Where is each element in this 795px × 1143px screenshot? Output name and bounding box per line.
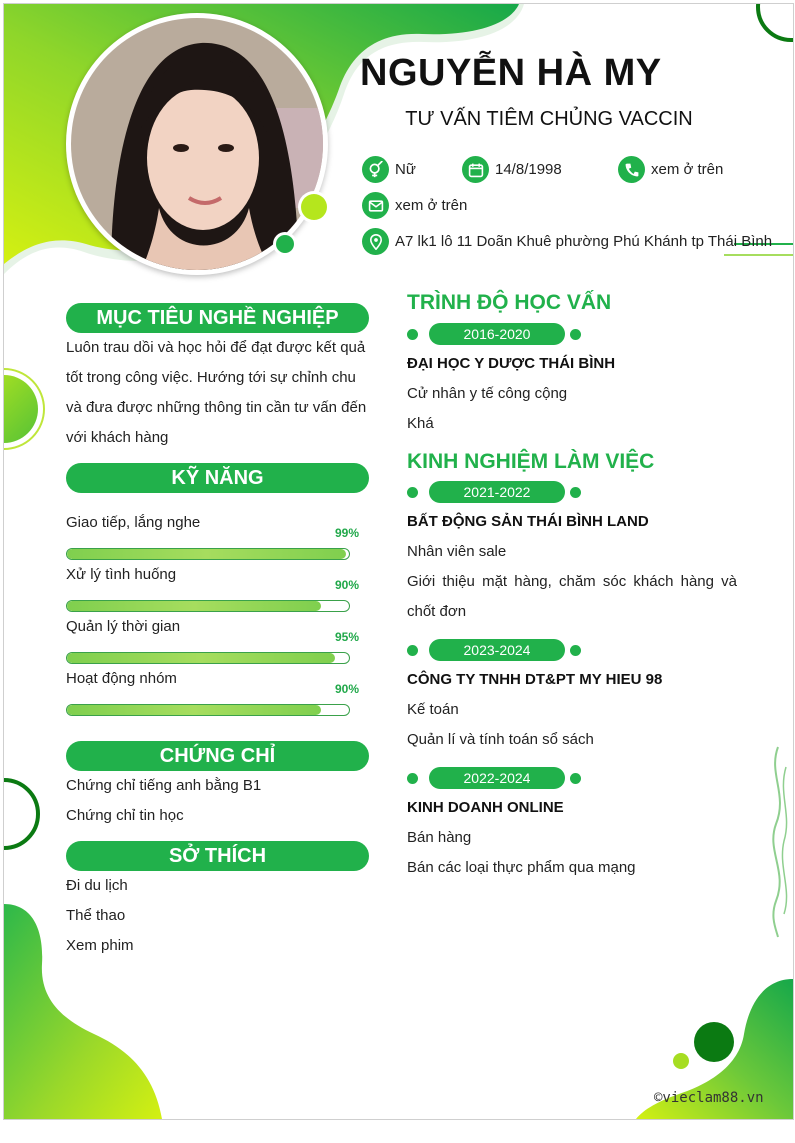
experience-period: 2022-2024 bbox=[429, 767, 565, 789]
location-icon bbox=[362, 228, 389, 255]
education-details bbox=[407, 379, 737, 439]
objective-heading: MỤC TIÊU NGHỀ NGHIỆP bbox=[66, 303, 369, 333]
address-value: A7 lk1 lô 11 Doãn Khuê phường Phú Khánh tp Thái Bình bbox=[395, 233, 773, 250]
objective-line: với khách hàng bbox=[66, 429, 169, 446]
job-title: TƯ VẤN TIÊM CHỦNG VACCIN bbox=[405, 108, 693, 130]
experience-period: 2023-2024 bbox=[429, 639, 565, 661]
school-name: ĐẠI HỌC Y DƯỢC THÁI BÌNH bbox=[407, 355, 616, 372]
experience-description: Giới thiệu mặt hàng, chăm sóc khách hàng và bbox=[407, 573, 737, 590]
experience-period-row bbox=[407, 481, 577, 503]
education-period: 2016-2020 bbox=[429, 323, 565, 345]
objective-text bbox=[66, 333, 371, 453]
education-heading: TRÌNH ĐỘ HỌC VẤN bbox=[407, 291, 612, 314]
skill-bar-fill bbox=[67, 549, 346, 559]
timeline-dot bbox=[570, 329, 581, 340]
skills-heading: KỸ NĂNG bbox=[66, 463, 369, 493]
skill-label: Giao tiếp, lắng nghe bbox=[66, 514, 201, 531]
timeline-dot bbox=[407, 645, 418, 656]
skill-percent: 90% bbox=[335, 682, 360, 696]
company-name: BẤT ĐỘNG SẢN THÁI BÌNH LAND bbox=[407, 513, 649, 530]
top-right-ring-decoration bbox=[749, 4, 793, 49]
birthdate-value: 14/8/1998 bbox=[495, 161, 562, 178]
skill-bar bbox=[66, 704, 350, 716]
cv-page bbox=[3, 3, 794, 1120]
timeline-dot bbox=[570, 645, 581, 656]
skill-label: Hoạt động nhóm bbox=[66, 670, 177, 687]
skill-percent: 95% bbox=[335, 630, 360, 644]
certificates-heading: CHỨNG CHỈ bbox=[66, 741, 369, 771]
skill-percent: 99% bbox=[335, 526, 360, 540]
experience-details bbox=[407, 537, 737, 627]
objective-line: và đưa được những thông tin cần tư vấn đến bbox=[66, 399, 367, 416]
gender-value: Nữ bbox=[395, 161, 416, 178]
objective-line: Luôn trau dồi và học hỏi để đạt được kết quả bbox=[66, 339, 366, 356]
education-period-row bbox=[407, 323, 577, 345]
phone-icon bbox=[618, 156, 645, 183]
certificates-list bbox=[66, 771, 371, 831]
email-value: xem ở trên bbox=[395, 197, 468, 214]
watermark: ©vieclam88.vn bbox=[654, 1090, 764, 1106]
experience-description: Bán các loại thực phẩm qua mạng bbox=[407, 859, 636, 876]
phone-value: xem ở trên bbox=[651, 161, 724, 178]
hobbies-heading: SỞ THÍCH bbox=[66, 841, 369, 871]
experience-description: chốt đơn bbox=[407, 603, 467, 620]
photo-small-dot-decoration bbox=[272, 231, 298, 257]
experience-period-row bbox=[407, 639, 577, 661]
experience-role: Nhân viên sale bbox=[407, 543, 507, 560]
calendar-icon bbox=[462, 156, 489, 183]
certificate-item: Chứng chỉ tin học bbox=[66, 807, 184, 824]
skill-bar-fill bbox=[67, 653, 335, 663]
skill-bar bbox=[66, 652, 350, 664]
left-half-circle-decoration bbox=[4, 359, 48, 464]
hobby-item: Xem phim bbox=[66, 937, 134, 954]
skill-bar-fill bbox=[67, 705, 321, 715]
candidate-name: NGUYỄN HÀ MY bbox=[360, 52, 662, 94]
left-ring-decoration bbox=[4, 776, 46, 852]
skill-bar-fill bbox=[67, 601, 321, 611]
education-major: Cử nhân y tế công cộng bbox=[407, 385, 568, 402]
experience-period-row bbox=[407, 767, 577, 789]
education-grade: Khá bbox=[407, 415, 434, 432]
timeline-dot bbox=[407, 773, 418, 784]
timeline-dot bbox=[407, 487, 418, 498]
phone-info bbox=[618, 156, 723, 183]
company-name: CÔNG TY TNHH DT&PT MY HIEU 98 bbox=[407, 671, 663, 688]
skill-label: Quản lý thời gian bbox=[66, 618, 181, 635]
company-name: KINH DOANH ONLINE bbox=[407, 799, 564, 816]
hobby-item: Đi du lịch bbox=[66, 877, 128, 894]
experience-description: Quản lí và tính toán sổ sách bbox=[407, 731, 594, 748]
hobbies-list bbox=[66, 871, 371, 961]
certificate-item: Chứng chỉ tiếng anh bằng B1 bbox=[66, 777, 262, 794]
gender-info bbox=[362, 156, 416, 183]
objective-line: tốt trong công việc. Hướng tới sự chỉnh chu bbox=[66, 369, 356, 386]
address-info bbox=[362, 228, 772, 255]
skill-label: Xử lý tình huống bbox=[66, 566, 177, 583]
right-squiggle-decoration bbox=[764, 739, 793, 939]
photo-dots-decoration bbox=[294, 187, 334, 257]
timeline-dot bbox=[570, 773, 581, 784]
hobby-item: Thể thao bbox=[66, 907, 126, 924]
experience-role: Kế toán bbox=[407, 701, 459, 718]
experience-heading: KINH NGHIỆM LÀM VIỆC bbox=[407, 450, 655, 473]
birthdate-info bbox=[462, 156, 562, 183]
timeline-dot bbox=[570, 487, 581, 498]
experience-role: Bán hàng bbox=[407, 829, 472, 846]
experience-period: 2021-2022 bbox=[429, 481, 565, 503]
email-info bbox=[362, 192, 467, 219]
skill-bar bbox=[66, 548, 350, 560]
timeline-dot bbox=[407, 329, 418, 340]
experience-details bbox=[407, 823, 737, 883]
email-icon bbox=[362, 192, 389, 219]
gender-icon bbox=[362, 156, 389, 183]
skill-bar bbox=[66, 600, 350, 612]
experience-details bbox=[407, 695, 737, 755]
skill-percent: 90% bbox=[335, 578, 360, 592]
